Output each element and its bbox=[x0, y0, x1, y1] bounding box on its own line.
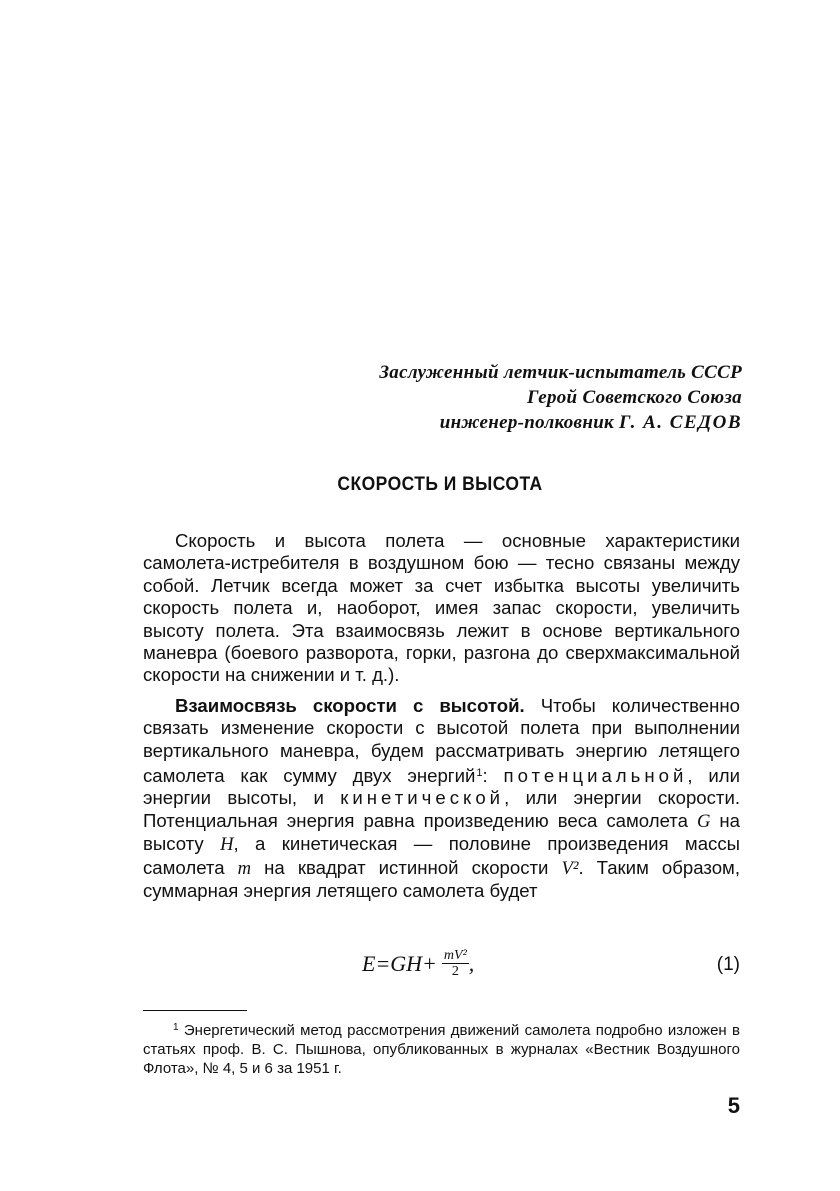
author-rank-line bbox=[379, 410, 742, 435]
variable-m: m bbox=[237, 857, 252, 879]
article-title: СКОРОСТЬ И ВЫСОТА bbox=[337, 474, 543, 495]
text-run: Чтобы количественно связать изменение скорости с высотой полета при выполнении вертикального маневра, будем рассматривать энергию летящего самолета как сумму двух энергий bbox=[143, 694, 740, 787]
article-body bbox=[143, 530, 740, 903]
fraction-denominator: 2 bbox=[451, 964, 459, 979]
footnote-divider bbox=[143, 1010, 247, 1011]
equation-number: (1) bbox=[716, 954, 740, 975]
text-run: , или энергии скорости. Потенциальная энергия равна произведению веса самолета bbox=[143, 787, 741, 831]
equation-trailing-comma: , bbox=[468, 950, 475, 976]
footnote bbox=[143, 1018, 740, 1078]
equation-1 bbox=[0, 944, 840, 992]
text-run: на высоту bbox=[143, 809, 741, 855]
text-run: : bbox=[482, 765, 504, 787]
text-run: . Таким образом, суммарная энергия летящего самолета будет bbox=[143, 856, 740, 902]
term-kinetic: кинетической bbox=[340, 787, 505, 809]
author-title-line: Заслуженный летчик-испытатель СССР bbox=[379, 362, 742, 383]
author-rank: инженер-полковник bbox=[439, 412, 620, 433]
author-honor-line: Герой Советского Союза bbox=[527, 387, 742, 408]
footnote-text: Энергетический метод рассмотрения движений самолета подробно изложен в статьях проф. В. С. Пышнова, опубликованных в журналах «Вестник Воздушного Флота», № 4, 5 и 6 за 1951 г. bbox=[143, 1022, 740, 1077]
text-run: , а кинетическая — половине произведения массы самолета bbox=[143, 833, 740, 878]
footnote-reference[interactable]: 1 bbox=[476, 767, 483, 780]
text-run: на квадрат истинной скорости bbox=[251, 856, 562, 878]
equation-expression bbox=[362, 948, 474, 979]
footnote-mark: 1 bbox=[173, 1022, 179, 1033]
variable-h: H bbox=[220, 834, 234, 856]
paragraph-intro: Скорость и высота полета — основные характеристики самолета-истребителя в воздушном бою — тесно связаны между собой. Летчик всегда может за счет избытка высоты увеличить скорость полета и, наоборот, имея запас скорости, увеличить высоту полета. Эта взаимосвязь лежит в основе вертикального маневра (боевого разворота, горки, разгона до сверхмаксимальной скорости на снижении и т. д.). bbox=[143, 530, 740, 686]
variable-v-squared: V² bbox=[561, 857, 579, 879]
text-run: , или энергии высоты, и bbox=[143, 765, 740, 809]
run-in-heading: Взаимосвязь скорости с высотой. bbox=[175, 694, 525, 716]
equation-lhs: E=GH+ bbox=[362, 950, 437, 976]
page-number: 5 bbox=[727, 1093, 740, 1118]
author-name: Г. А. СЕДОВ bbox=[619, 412, 742, 433]
fraction-numerator: mV² bbox=[443, 948, 467, 963]
paragraph-energy bbox=[143, 695, 740, 903]
variable-g: G bbox=[696, 810, 711, 832]
term-potential: потенциальной bbox=[503, 765, 688, 787]
author-block bbox=[379, 360, 742, 435]
equation-fraction bbox=[442, 948, 469, 979]
